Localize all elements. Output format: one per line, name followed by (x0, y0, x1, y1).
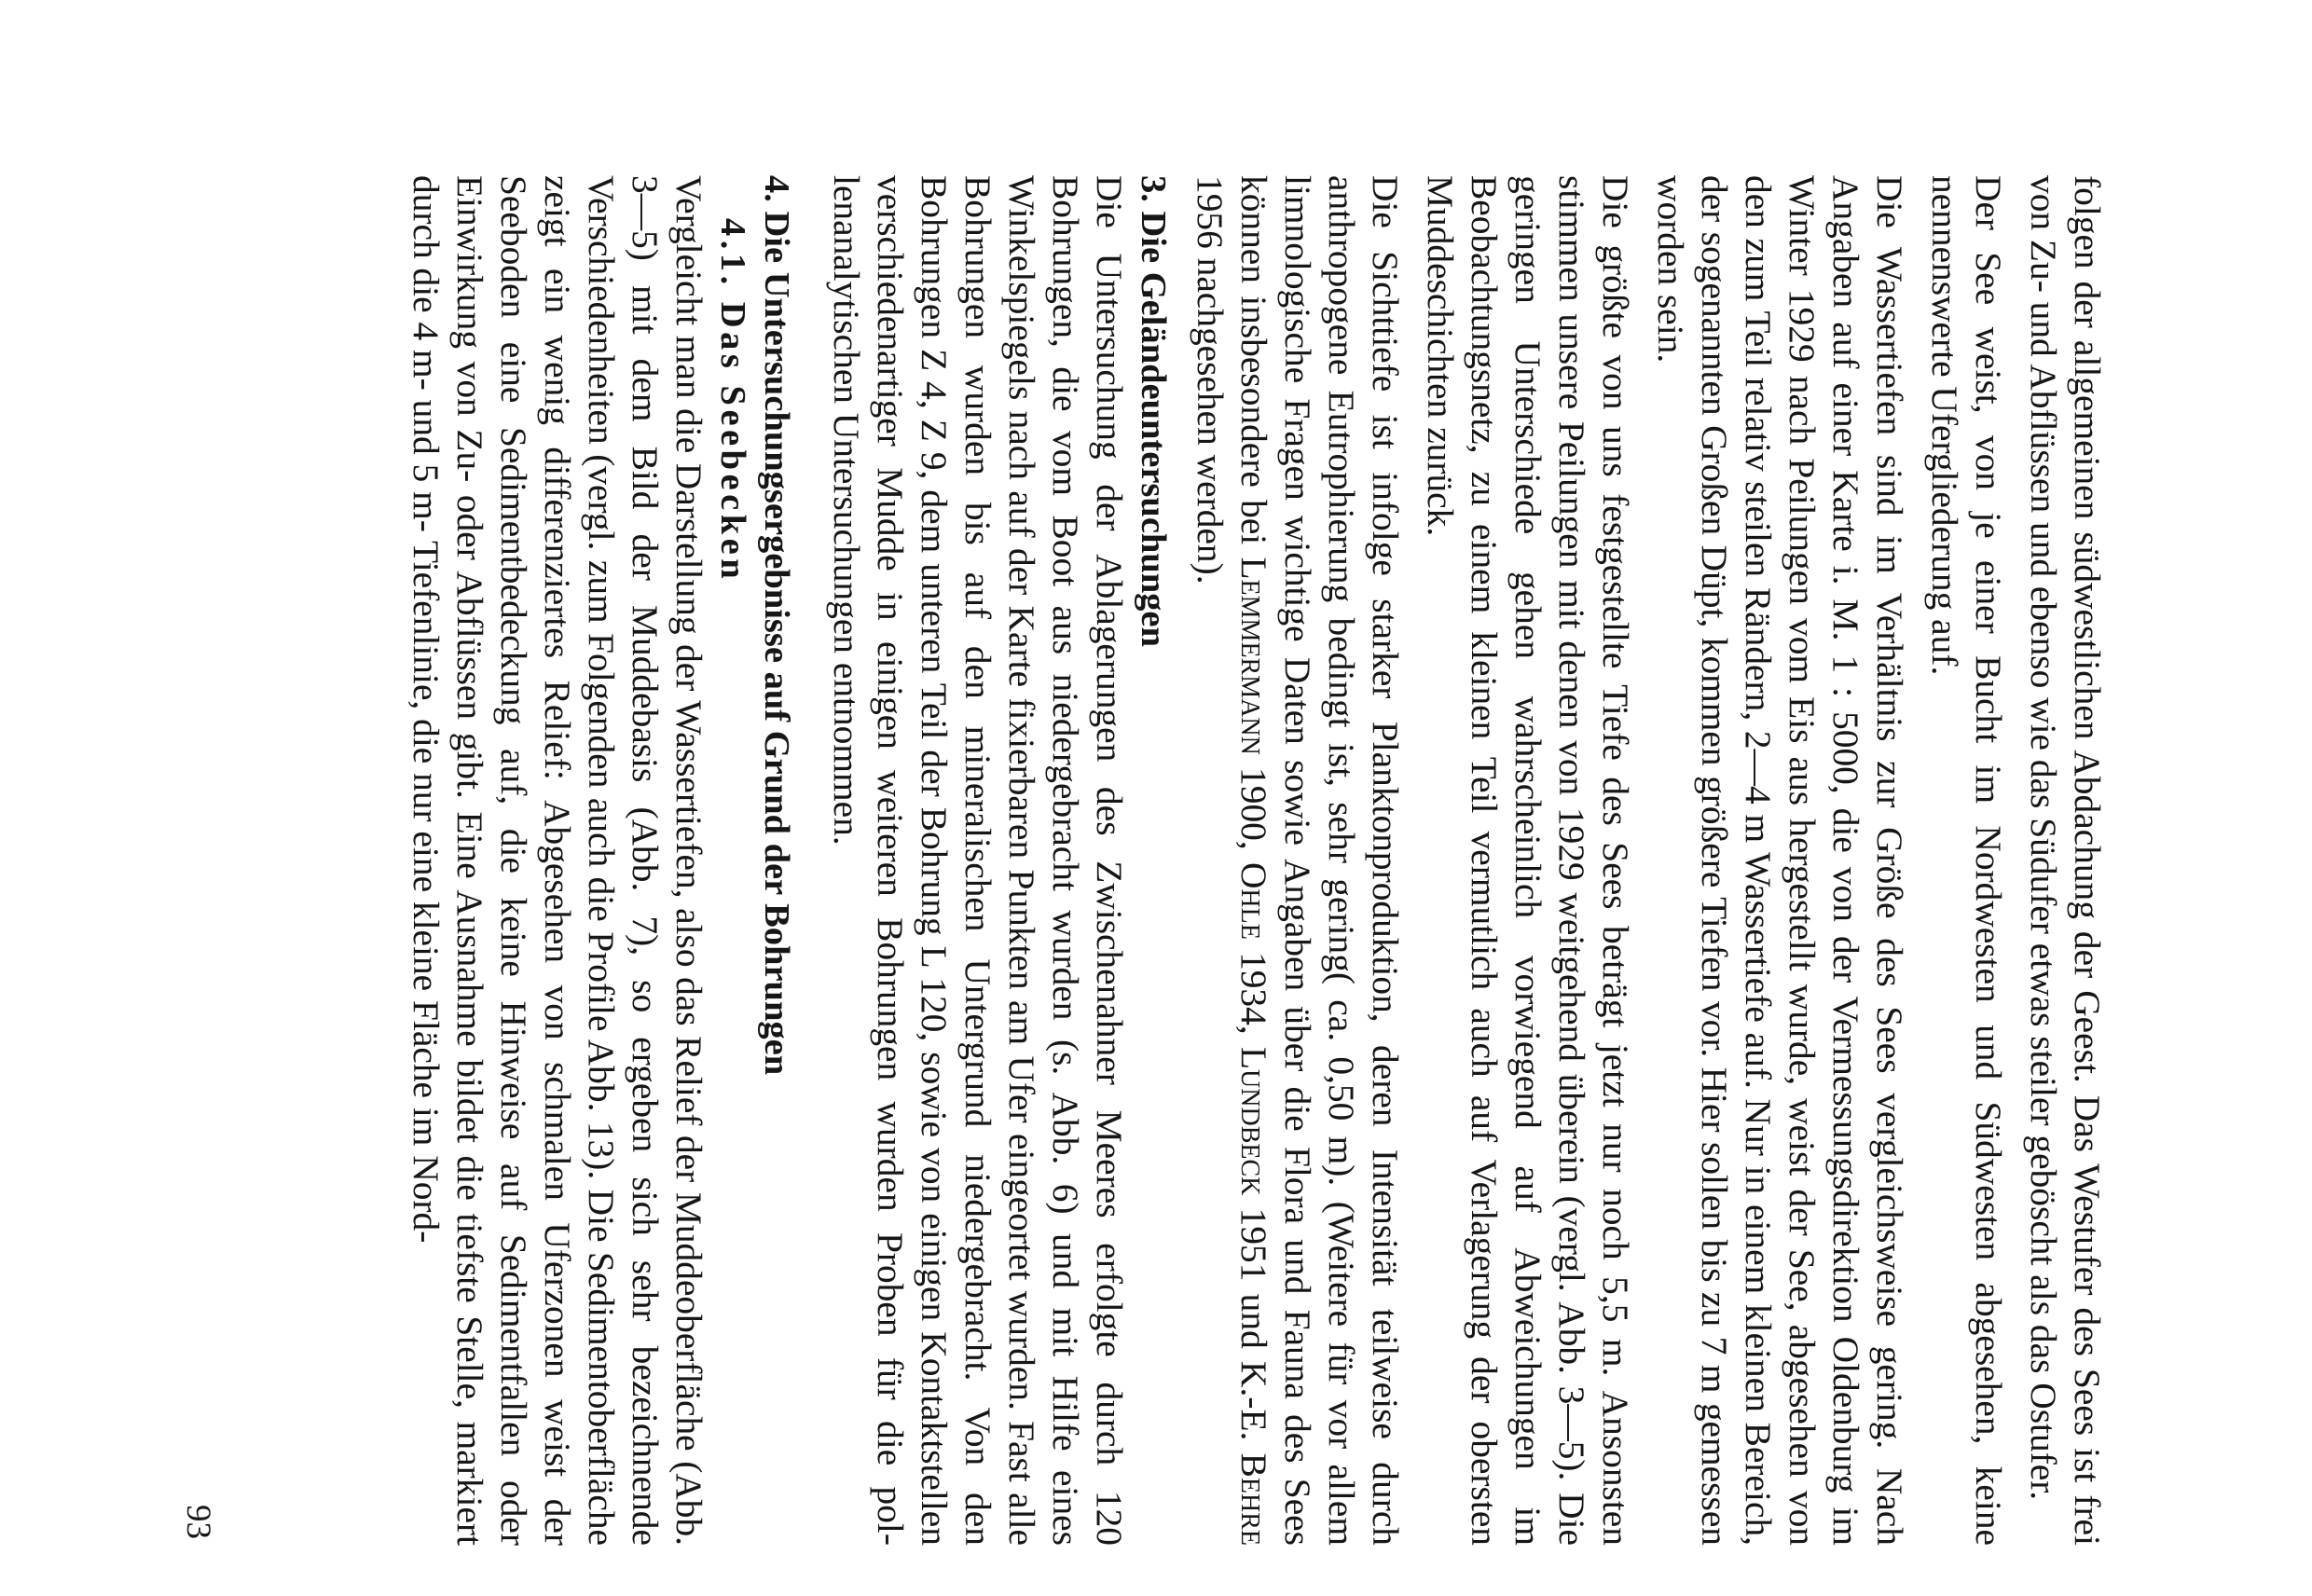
section-heading-untersuchungsergebnisse: 4. Die Untersuchungsergebnisse auf Grund der Bohrungen (757, 175, 796, 1076)
sichttiefe-text: 1951 und K.-E. (1233, 1195, 1274, 1453)
subsection-heading-seebecken: 4.1. Das Seebecken (713, 218, 752, 584)
sichttiefe-text-end: 1956 nachgesehen werden). (1190, 175, 1231, 585)
text-body (404, 175, 2109, 1546)
sichttiefe-text-start: Die Sichttiefe ist infolge starker Planktonproduktion, deren Intensität teilweise durch anthropogene Eutrophierung bedingt ist, sehr gering( ca. 0,50 m). (Weitere für vor allem limnologische Fragen wichtige Daten sowie Angaben über die Flora und Fauna des Sees können insbesondere bei (1233, 175, 1406, 1546)
section-heading-gelaendeuntersuchungen: 3. Die Geländeuntersuchungen (1134, 175, 1173, 647)
sichttiefe-text: 1900, (1233, 754, 1274, 862)
paragraph-peilungen: Die größte von uns festgestellte Tiefe des Sees beträgt jetzt nur noch 5,5 m. Ansonsten stimmen unsere Peilungen mit denen von 1929 weitgehend überein (vergl. Abb. 3—5). Die geringen Unterschiede gehen wahrscheinlich vorwiegend auf Abweichungen im Beobachtungsnetz, zu einem kleinen Teil vermutlich auch auf Verlagerung der obersten Muddeschichten zurück. (1420, 175, 1636, 1546)
author-name: Ohle (1233, 861, 1274, 940)
page-number: 93 (179, 1505, 217, 1539)
paragraph-ufergliederung: Der See weist, von je einer Bucht im Nordwesten und Südwesten abgesehen, keine nennenswerte Ufergliederung auf. (1924, 175, 2009, 1546)
paragraph-relief-muddeoberflaeche: Vergleicht man die Darstellung der Wassertiefen, also das Relief der Muddeoberfläche (Abb. 3—5) mit dem Bild der Muddebasis (Abb. 7), so ergeben sich sehr bezeichnende Verschiedenheiten (vergl. zum Folgenden auch die Profile Abb. 13). Die Sedimentoberfläche zeigt ein wenig differenziertes Relief: Abgesehen von schmalen Uferzonen weist der Seeboden eine Sedimentbedeckung auf, die keine Hinweise auf Sedimentfallen oder Einwirkung von Zu- oder Abflüssen gibt. Eine Ausnahme bildet die tiefste Stelle, markiert durch die 4 m- und 5 m- Tiefenlinie, die nur eine kleine Fläche im Nord- (406, 175, 709, 1546)
paragraph-westufer: folgen der allgemeinen südwestlichen Abdachung der Geest. Das Westufer des Sees ist frei von Zu- und Abflüssen und ebenso wie das Südufer etwas steiler geböscht als das Ostufer. (2023, 175, 2108, 1546)
paragraph-wassertiefen: Die Wassertiefen sind im Verhältnis zur Größe des Sees vergleichsweise gering. Nach Angaben auf einer Karte i. M. 1 : 5000, die von der Vermessungsdirektion Oldenburg im Winter 1929 nach Peilungen vom Eis aus hergestellt wurde, weist der See, abgesehen von den zum Teil relativ steilen Rändern, 2—4 m Wassertiefe auf. Nur in einem kleinen Bereich, der sogenannten Großen Düpt, kommen größere Tiefen vor. Hier sollen bis zu 7 m gemessen worden sein. (1650, 175, 1910, 1546)
author-name: Behre (1233, 1452, 1274, 1546)
author-name: Lundbeck (1233, 1046, 1274, 1196)
sichttiefe-text: 1934, (1233, 939, 1274, 1047)
author-name: Lemmermann (1233, 557, 1274, 755)
paragraph-untersuchung-ablagerungen: Die Untersuchung der Ablagerungen des Zwischenahner Meeres erfolgte durch 120 Bohrungen, die vom Boot aus niedergebracht wurden (s. Abb. 6) und mit Hilfe eines Winkelspiegels nach auf der Karte fixierbaren Punkten am Ufer eingeortet wurden. Fast alle Bohrungen wurden bis auf den mineralischen Untergrund niedergebracht. Von den Bohrungen Z 4, Z 9, dem unteren Teil der Bohrung L 120, sowie von einigen Kontaktstellen verschiedenartiger Mudde in einigen weiteren Bohrungen wurden Proben für die pollenanalytischen Untersuchungen entnommen. (826, 175, 1130, 1546)
paragraph-sichttiefe (1188, 175, 1407, 1546)
